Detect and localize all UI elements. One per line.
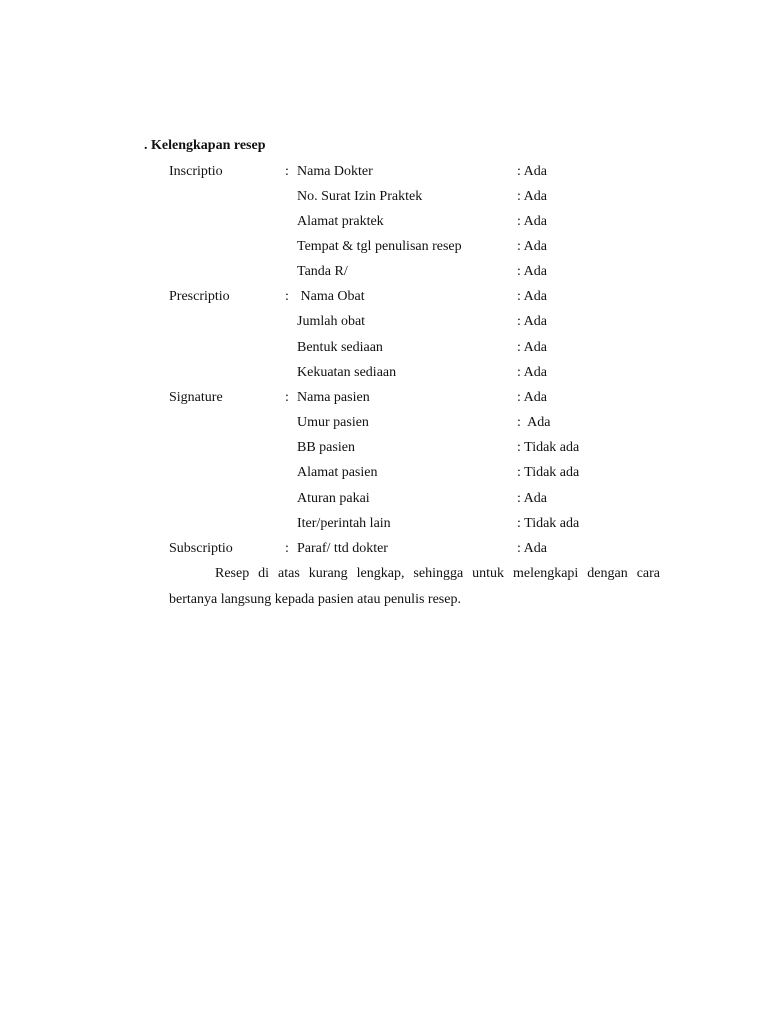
row-colon: : [285, 289, 289, 304]
row-status: : Ada [517, 164, 547, 179]
row-item-label: Aturan pakai [297, 491, 370, 506]
table-row [0, 539, 768, 559]
row-colon: : [285, 541, 289, 556]
row-item-label: Tanda R/ [297, 264, 348, 279]
row-item-label: Paraf/ ttd dokter [297, 541, 388, 556]
row-status: : Tidak ada [517, 465, 580, 480]
row-item-label: BB pasien [297, 440, 355, 455]
row-status: : Ada [517, 365, 547, 380]
row-section-label: Inscriptio [169, 164, 223, 179]
row-item-label: Tempat & tgl penulisan resep [297, 239, 462, 254]
row-item-label: No. Surat Izin Praktek [297, 189, 423, 204]
row-item-label: Alamat pasien [297, 465, 378, 480]
table-row [0, 463, 768, 483]
row-status: : Ada [517, 541, 547, 556]
row-status: : Ada [517, 289, 547, 304]
row-status: : Tidak ada [517, 516, 580, 531]
table-row [0, 363, 768, 383]
row-section-label: Signature [169, 390, 223, 405]
table-row [0, 212, 768, 232]
table-row [0, 388, 768, 408]
table-row [0, 312, 768, 332]
row-status: : Ada [517, 415, 551, 430]
row-item-label: Nama pasien [297, 390, 370, 405]
row-section-label: Prescriptio [169, 289, 230, 304]
row-status: : Ada [517, 314, 547, 329]
row-status: : Ada [517, 390, 547, 405]
table-row [0, 438, 768, 458]
row-item-label: Nama Obat [297, 289, 365, 304]
row-status: : Tidak ada [517, 440, 580, 455]
row-item-label: Nama Dokter [297, 164, 373, 179]
table-row [0, 413, 768, 433]
table-row [0, 489, 768, 509]
table-row [0, 162, 768, 182]
row-item-label: Alamat praktek [297, 214, 384, 229]
row-item-label: Umur pasien [297, 415, 369, 430]
row-section-label: Subscriptio [169, 541, 233, 556]
row-colon: : [285, 164, 289, 179]
row-status: : Ada [517, 189, 547, 204]
row-item-label: Kekuatan sediaan [297, 365, 397, 380]
row-status: : Ada [517, 340, 547, 355]
row-colon: : [285, 390, 289, 405]
row-status: : Ada [517, 264, 547, 279]
conclusion-paragraph-line-1: Resep di atas kurang lengkap, sehingga untuk melengkapi dengan cara [215, 566, 660, 581]
row-status: : Ada [517, 214, 547, 229]
table-row [0, 237, 768, 257]
row-item-label: Iter/perintah lain [297, 516, 391, 531]
table-row [0, 514, 768, 534]
table-row [0, 338, 768, 358]
row-item-label: Bentuk sediaan [297, 340, 383, 355]
section-heading: . Kelengkapan resep [144, 138, 266, 153]
table-row [0, 287, 768, 307]
table-row [0, 187, 768, 207]
row-status: : Ada [517, 491, 547, 506]
table-row [0, 262, 768, 282]
conclusion-paragraph-line-2: bertanya langsung kepada pasien atau penulis resep. [169, 592, 461, 607]
row-item-label: Jumlah obat [297, 314, 366, 329]
row-status: : Ada [517, 239, 547, 254]
